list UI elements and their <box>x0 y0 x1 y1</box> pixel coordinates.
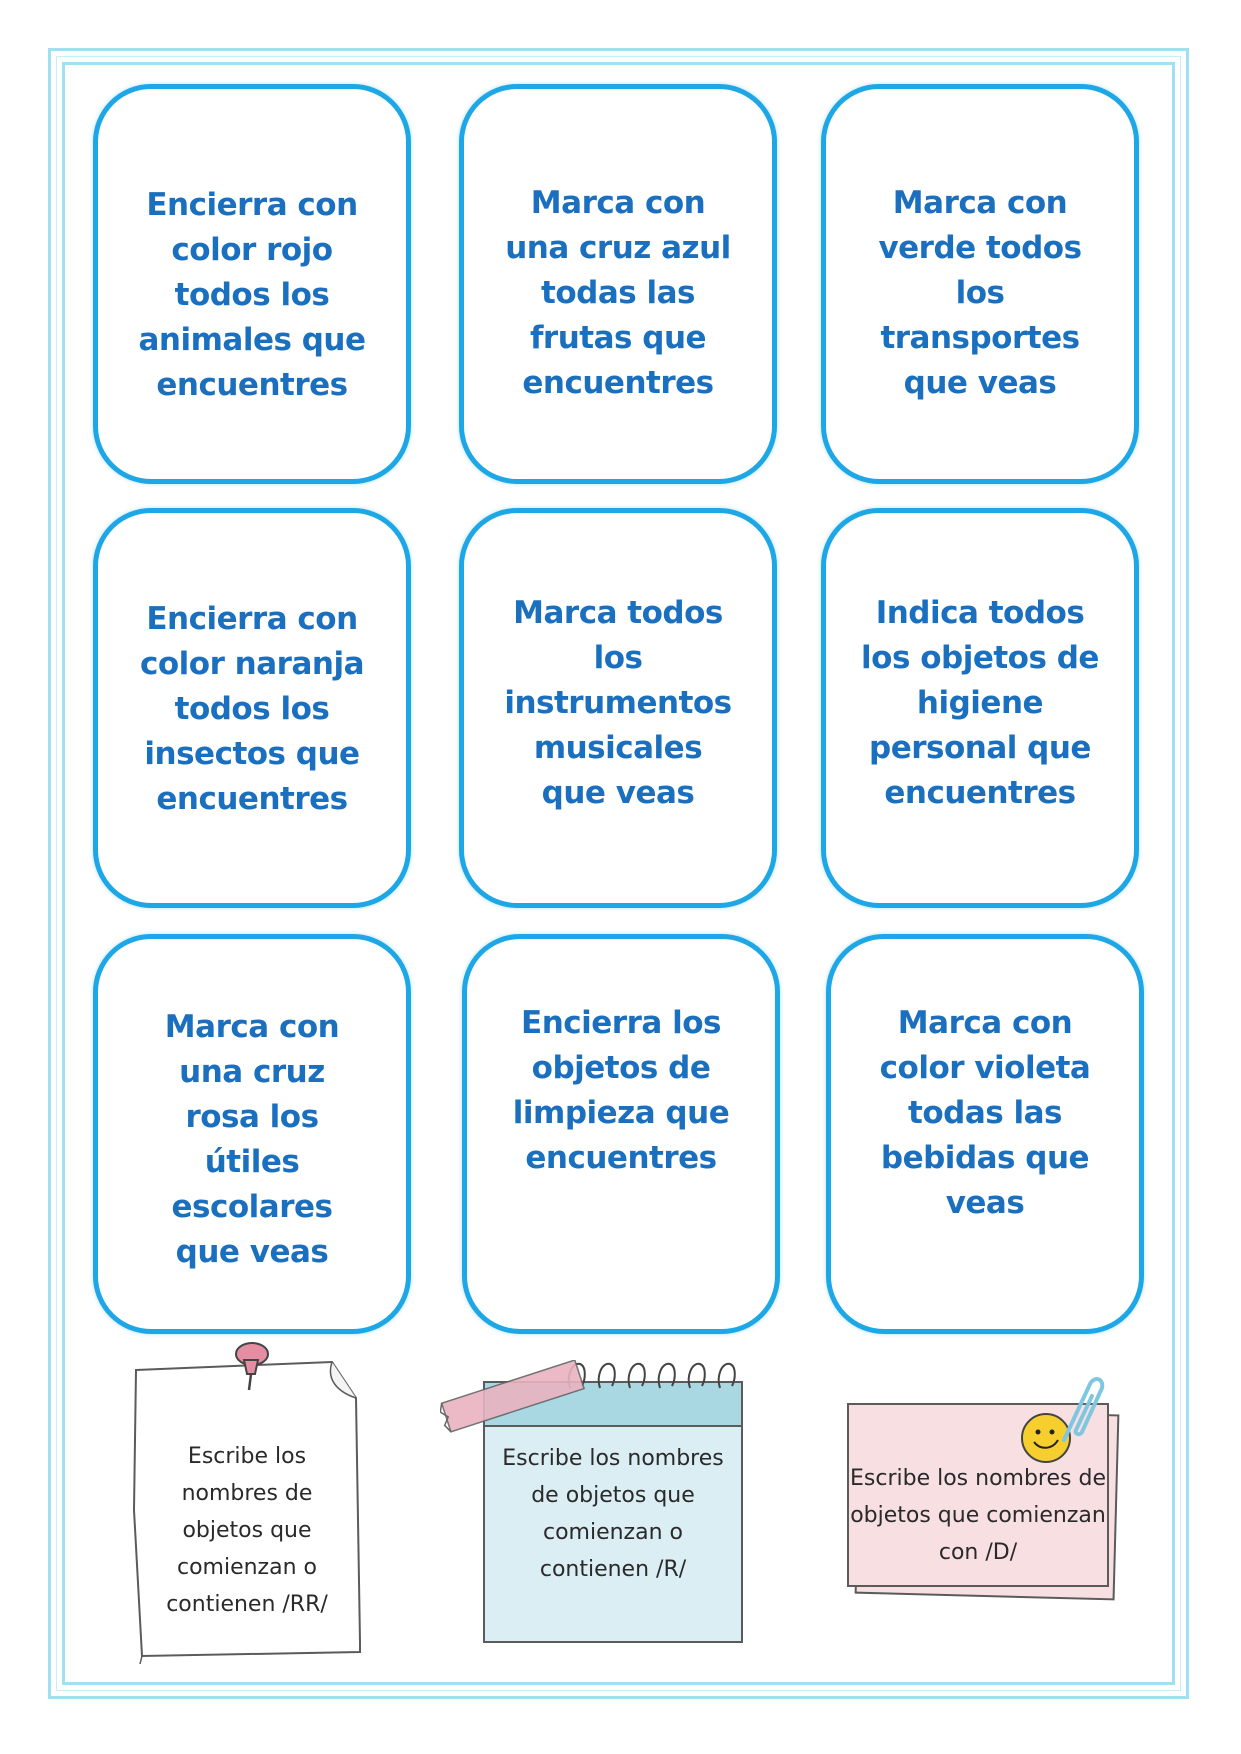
task-card-text: Indica todos los objetos de higiene personal que encuentres <box>861 595 1099 811</box>
task-card <box>462 934 780 1334</box>
push-pin-icon <box>228 1340 278 1394</box>
washi-tape-icon <box>440 1360 590 1440</box>
task-card <box>821 508 1139 908</box>
note-text: Escribe los nombres de objetos que comienzan o contienen /RR/ <box>166 1444 328 1617</box>
task-card <box>821 84 1139 484</box>
task-card-text: Encierra con color rojo todos los animales que encuentres <box>138 187 366 403</box>
note-text: Escribe los nombres de objetos que comienzan o contienen /R/ <box>502 1446 724 1582</box>
task-card <box>826 934 1144 1334</box>
spiral-rings-icon <box>560 1354 760 1394</box>
task-card <box>93 508 411 908</box>
task-card-text: Marca con una cruz rosa los útiles escolares que veas <box>164 1009 340 1270</box>
task-card-text: Encierra los objetos de limpieza que encuentres <box>512 1005 730 1176</box>
note-pink-paper <box>836 1370 1136 1620</box>
task-card-text: Encierra con color naranja todos los insectos que encuentres <box>140 601 364 817</box>
paperclip-icon <box>1050 1370 1110 1450</box>
task-card <box>93 84 411 484</box>
task-card <box>459 508 777 908</box>
task-card-text: Marca con una cruz azul todas las frutas que encuentres <box>505 185 731 401</box>
task-card <box>93 934 411 1334</box>
note-spiral-notepad <box>440 1360 770 1660</box>
task-card-text: Marca con color violeta todas las bebidas que veas <box>879 1005 1091 1221</box>
note-text: Escribe los nombres de objetos que comienzan con /D/ <box>850 1466 1106 1565</box>
task-card-text: Marca con verde todos los transportes que veas <box>878 185 1082 401</box>
task-card <box>459 84 777 484</box>
task-card-text: Marca todos los instrumentos musicales que veas <box>504 595 732 811</box>
note-pinned-paper <box>120 1340 370 1670</box>
